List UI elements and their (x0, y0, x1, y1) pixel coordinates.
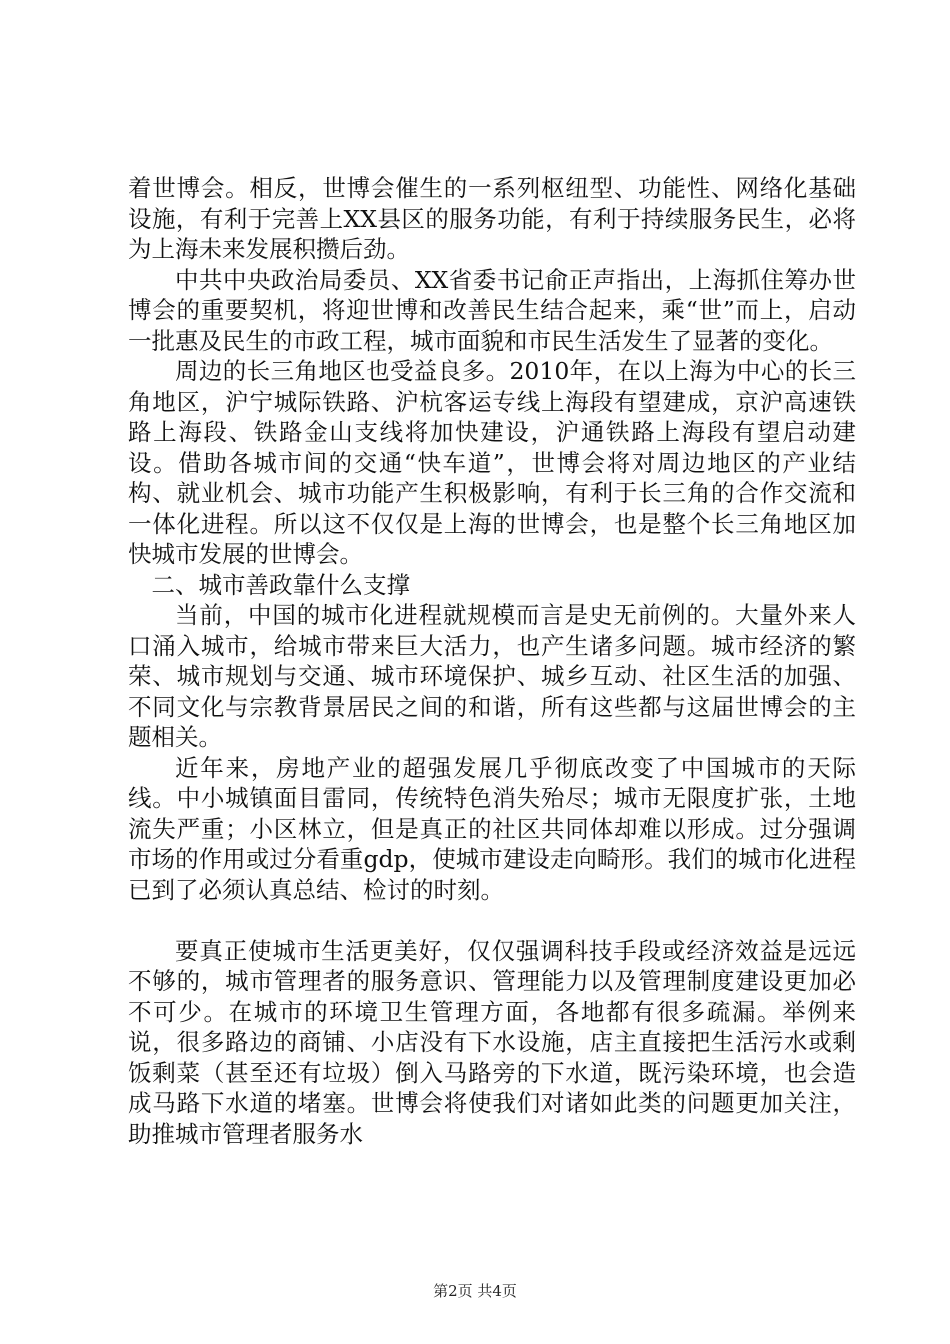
paragraph-real-estate: 近年来，房地产业的超强发展几乎彻底改变了中国城市的天际线。中小城镇面目雷同，传统特色消失殆尽；城市无限度扩张，土地流失严重；小区林立，但是真正的社区共同体却难以形成。过分强调市场的作用或过分看重gdp，使城市建设走向畸形。我们的城市化进程已到了必须认真总结、检讨的时刻。 (128, 753, 856, 904)
paragraph-city-management: 要真正使城市生活更美好，仅仅强调科技手段或经济效益是远远不够的，城市管理者的服务意识、管理能力以及管理制度建设更加必不可少。在城市的环境卫生管理方面，各地都有很多疏漏。举例来说，很多路边的商铺、小店没有下水设施，店主直接把生活污水或剩饭剩菜（甚至还有垃圾）倒入马路旁的下水道，既污染环境，也会造成马路下水道的堵塞。世博会将使我们对诸如此类的问题更加关注，助推城市管理者服务水 (128, 936, 856, 1148)
page-number-footer: 第2页 共4页 (433, 1282, 517, 1300)
paragraph-urbanization: 当前，中国的城市化进程就规模而言是史无前例的。大量外来人口涌入城市，给城市带来巨大活力，也产生诸多问题。城市经济的繁荣、城市规划与交通、城市环境保护、城乡互动、社区生活的加强、不同文化与宗教背景居民之间的和谐，所有这些都与这届世博会的主题相关。 (128, 601, 856, 751)
section-heading: 二、城市善政靠什么支撑 (151, 570, 410, 599)
paragraph-yangtze-delta: 周边的长三角地区也受益良多。2010年，在以上海为中心的长三角地区，沪宁城际铁路、沪杭客运专线上海段有望建成，京沪高速铁路上海段、铁路金山支线将加快建设，沪通铁路上海段有望启动建设。借助各城市间的交通“快车道”，世博会将对周边地区的产业结构、就业机会、城市功能产生积极影响，有利于长三角的合作交流和一体化进程。所以这不仅仅是上海的世博会，也是整个长三角地区加快城市发展的世博会。 (128, 357, 856, 568)
paragraph-continuation: 着世博会。相反，世博会催生的一系列枢纽型、功能性、网络化基础设施，有利于完善上XX县区的服务功能，有利于持续服务民生，必将为上海未来发展积攒后劲。 (128, 174, 856, 263)
document-body (128, 173, 856, 1149)
paragraph-yu-zhengsheng: 中共中央政治局委员、XX省委书记俞正声指出，上海抓住筹办世博会的重要契机，将迎世博和改善民生结合起来，乘“世”而上，启动一批惠及民生的市政工程，城市面貌和市民生活发生了显著的变化。 (128, 265, 856, 355)
